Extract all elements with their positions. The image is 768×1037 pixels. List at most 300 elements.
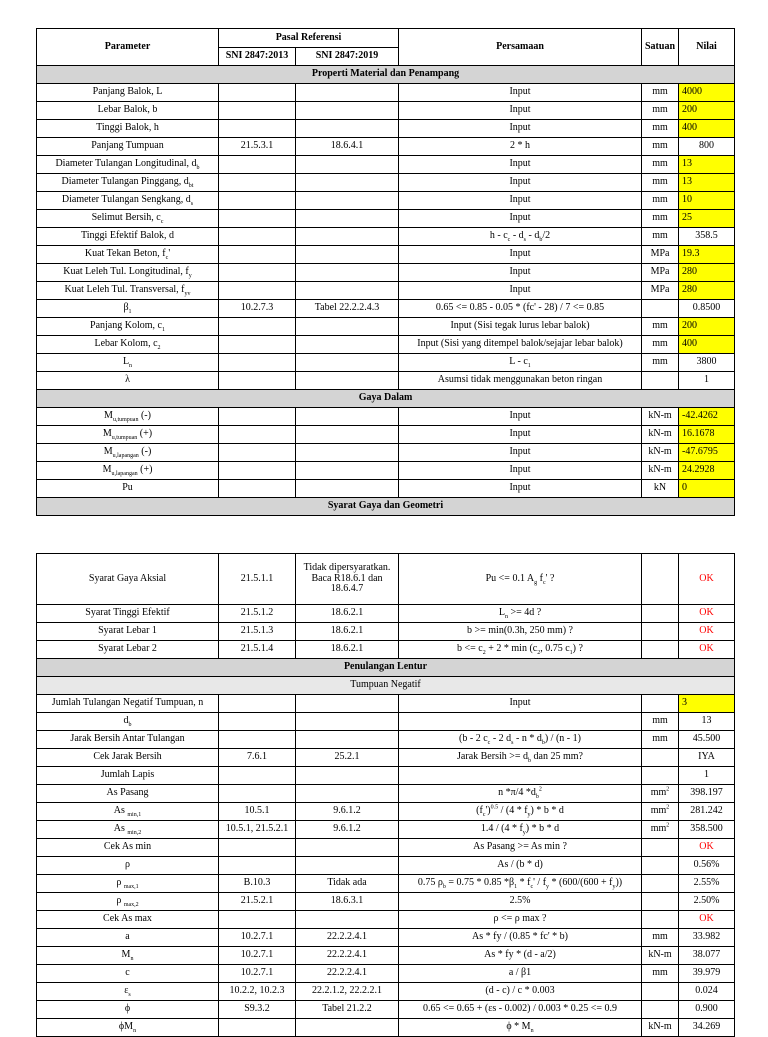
cell-sni2019 [296,354,399,372]
cell-persamaan: L - $c_1$ [399,354,642,372]
cell-sni2013 [219,246,296,264]
cell-sni2013: 21.5.2.1 [219,893,296,911]
cell-sni2013 [219,695,296,713]
cell-persamaan: Input (Sisi yang ditempel balok/sejajar lebar balok) [399,336,642,354]
cell-parameter: Pu [37,480,219,498]
cell-sni2013 [219,156,296,174]
table-row [37,875,735,893]
cell-satuan: kN-m [642,947,679,965]
cell-parameter: λ [37,372,219,390]
cell-parameter: Selimut Bersih, $c_c$ [37,210,219,228]
cell-persamaan: Input [399,192,642,210]
cell-nilai[interactable]: 400 [679,120,735,138]
cell-nilai: 358.500 [679,821,735,839]
cell-sni2019: Tabel 21.2.2 [296,1001,399,1019]
cell-satuan: mm [642,318,679,336]
table-row [37,228,735,246]
cell-persamaan: As * fy * (d - a/2) [399,947,642,965]
subsection-tumpuan-negatif [37,677,735,695]
cell-sni2013 [219,480,296,498]
cell-satuan: $mm^2$ [642,821,679,839]
cell-satuan: mm [642,174,679,192]
cell-sni2013 [219,354,296,372]
cell-parameter: As $_{min,2}$ [37,821,219,839]
cell-parameter: As $_{min,1}$ [37,803,219,821]
cell-satuan: $mm^2$ [642,803,679,821]
cell-parameter: Panjang Balok, L [37,84,219,102]
table-row [37,426,735,444]
cell-parameter: Kuat Tekan Beton, $f_c'$ [37,246,219,264]
cell-nilai: OK [679,623,735,641]
cell-sni2013: 21.5.3.1 [219,138,296,156]
cell-sni2019: Tabel 22.2.2.4.3 [296,300,399,318]
cell-persamaan: 0.65 <= 0.85 - 0.05 * (fc' - 28) / 7 <= 0.85 [399,300,642,318]
cell-persamaan [399,767,642,785]
table-row [37,713,735,731]
cell-parameter: $\phi M_n$ [37,1019,219,1037]
cell-persamaan: $1.4 / (4 * f_y)$ * b * d [399,821,642,839]
cell-nilai: OK [679,605,735,623]
table-row [37,785,735,803]
cell-sni2019: 18.6.2.1 [296,623,399,641]
cell-nilai: OK [679,839,735,857]
cell-parameter: $M_{u,lapangan}$ (-) [37,444,219,462]
cell-nilai[interactable]: 4000 [679,84,735,102]
cell-satuan [642,911,679,929]
cell-sni2019 [296,444,399,462]
cell-nilai: 1 [679,767,735,785]
cell-persamaan: As Pasang >= As min ? [399,839,642,857]
cell-satuan [642,1001,679,1019]
cell-parameter: Cek As max [37,911,219,929]
cell-sni2019: 18.6.2.1 [296,641,399,659]
cell-sni2019 [296,713,399,731]
cell-sni2013: 10.5.1 [219,803,296,821]
cell-parameter: $M_{u,tumpuan}$ (-) [37,408,219,426]
cell-parameter: $L_n$ [37,354,219,372]
cell-nilai: OK [679,641,735,659]
cell-satuan: MPa [642,264,679,282]
cell-nilai: 398.197 [679,785,735,803]
cell-nilai[interactable]: 200 [679,318,735,336]
header-pasal-referensi: Pasal Referensi [219,29,399,48]
cell-sni2013 [219,444,296,462]
table-row [37,462,735,480]
table-row [37,605,735,623]
cell-sni2019 [296,264,399,282]
cell-sni2013 [219,120,296,138]
cell-persamaan: Input [399,210,642,228]
cell-persamaan: 0.65 <= 0.65 + (εs - 0.002) / 0.003 * 0.25 <= 0.9 [399,1001,642,1019]
cell-satuan: mm [642,228,679,246]
table-properti [36,28,735,516]
cell-sni2013 [219,228,296,246]
cell-sni2019 [296,174,399,192]
cell-sni2013: S9.3.2 [219,1001,296,1019]
cell-persamaan: h - $c_c - d_s - d_b/2$ [399,228,642,246]
cell-sni2013 [219,174,296,192]
cell-persamaan: Input [399,156,642,174]
cell-parameter: Syarat Lebar 2 [37,641,219,659]
cell-persamaan: Input [399,282,642,300]
cell-sni2019 [296,731,399,749]
table-row [37,102,735,120]
cell-sni2019: 18.6.2.1 [296,605,399,623]
cell-parameter: Tinggi Balok, h [37,120,219,138]
cell-persamaan: (d - c) / c * 0.003 [399,983,642,1001]
cell-sni2013: B.10.3 [219,875,296,893]
header-satuan: Satuan [642,29,679,66]
cell-persamaan: Input [399,695,642,713]
cell-satuan: mm [642,731,679,749]
cell-sni2019: Tidak dipersyaratkan. Baca R18.6.1 dan 18.6.4.7 [296,554,399,605]
table-row [37,156,735,174]
cell-parameter: Cek As min [37,839,219,857]
table-row [37,911,735,929]
cell-sni2013: 21.5.1.4 [219,641,296,659]
table-row [37,1001,735,1019]
cell-persamaan: ρ <= ρ max ? [399,911,642,929]
cell-satuan [642,641,679,659]
cell-nilai: 358.5 [679,228,735,246]
table-row [37,857,735,875]
cell-persamaan: Input [399,426,642,444]
cell-sni2019: 9.6.1.2 [296,821,399,839]
cell-persamaan: $b <= c_2 + 2 * \min (c_2$, 0.75 $c_1$) ? [399,641,642,659]
cell-satuan [642,857,679,875]
cell-parameter: ρ $_{max,1}$ [37,875,219,893]
cell-nilai[interactable]: -47.6795 [679,444,735,462]
cell-nilai[interactable]: 10 [679,192,735,210]
table-row [37,300,735,318]
table-row [37,965,735,983]
cell-persamaan: Input [399,120,642,138]
cell-nilai: OK [679,554,735,605]
cell-nilai: 3800 [679,354,735,372]
cell-persamaan: 0.75 $\rho_b = 0.75 * 0.85$ $*\beta_1 * f_c' / f_y * (600/(600 + f_y))$ [399,875,642,893]
cell-nilai: 0.024 [679,983,735,1001]
cell-satuan: MPa [642,282,679,300]
cell-sni2013: 21.5.1.1 [219,554,296,605]
cell-nilai: 0.56% [679,857,735,875]
cell-satuan [642,839,679,857]
cell-sni2019 [296,839,399,857]
cell-sni2013: 10.2.7.3 [219,300,296,318]
table-row [37,839,735,857]
table-row [37,821,735,839]
cell-sni2019 [296,785,399,803]
cell-sni2013 [219,192,296,210]
cell-parameter: As Pasang [37,785,219,803]
table-row [37,623,735,641]
cell-persamaan: Input [399,174,642,192]
cell-satuan: kN-m [642,462,679,480]
subsection-tumpuan-negatif-label: Tumpuan Negatif [37,677,735,695]
cell-sni2013 [219,767,296,785]
cell-parameter: $M_{u,tumpuan}$ (+) [37,426,219,444]
cell-satuan: kN [642,480,679,498]
cell-satuan [642,749,679,767]
cell-nilai[interactable]: 0 [679,480,735,498]
cell-sni2013: 10.2.2, 10.2.3 [219,983,296,1001]
cell-satuan: mm [642,120,679,138]
cell-satuan [642,983,679,1001]
table-row [37,731,735,749]
cell-satuan: kN-m [642,444,679,462]
table-row [37,1019,735,1037]
cell-sni2013 [219,713,296,731]
cell-persamaan: ϕ * $M_n$ [399,1019,642,1037]
cell-sni2019 [296,857,399,875]
cell-satuan: mm [642,192,679,210]
cell-persamaan: Input [399,264,642,282]
cell-parameter: Jumlah Lapis [37,767,219,785]
cell-nilai[interactable]: 13 [679,156,735,174]
cell-nilai[interactable]: 19.3 [679,246,735,264]
cell-persamaan: a / β1 [399,965,642,983]
table-row [37,767,735,785]
cell-sni2013 [219,84,296,102]
cell-nilai: 281.242 [679,803,735,821]
cell-sni2019: 9.6.1.2 [296,803,399,821]
cell-nilai: 2.55% [679,875,735,893]
cell-persamaan: Input [399,102,642,120]
cell-sni2019 [296,462,399,480]
cell-satuan: kN-m [642,426,679,444]
cell-persamaan [399,713,642,731]
cell-sni2019 [296,336,399,354]
cell-nilai[interactable]: -42.4262 [679,408,735,426]
cell-persamaan: $L_n >= 4d$ ? [399,605,642,623]
header-sni2013: SNI 2847:2013 [219,47,296,66]
cell-sni2013: 21.5.1.3 [219,623,296,641]
cell-nilai: 0.8500 [679,300,735,318]
cell-persamaan: Input [399,246,642,264]
cell-nilai: 13 [679,713,735,731]
cell-parameter: $M_{u,lapangan}$ (+) [37,462,219,480]
cell-parameter: $M_n$ [37,947,219,965]
cell-persamaan: Pu <= 0.1 $A_g$ $f_c'$ ? [399,554,642,605]
cell-satuan [642,893,679,911]
table-row [37,803,735,821]
cell-sni2013 [219,731,296,749]
table-row [37,336,735,354]
cell-nilai: 800 [679,138,735,156]
cell-nilai[interactable]: 280 [679,264,735,282]
cell-sni2013 [219,372,296,390]
cell-sni2013 [219,857,296,875]
cell-parameter: $\varepsilon_s$ [37,983,219,1001]
table-row [37,210,735,228]
cell-satuan [642,372,679,390]
table-row [37,947,735,965]
cell-sni2019 [296,408,399,426]
table-row [37,192,735,210]
cell-parameter: Jumlah Tulangan Negatif Tumpuan, n [37,695,219,713]
cell-sni2019: 18.6.4.1 [296,138,399,156]
cell-sni2013 [219,282,296,300]
cell-nilai[interactable]: 400 [679,336,735,354]
cell-sni2013 [219,210,296,228]
cell-satuan: mm [642,336,679,354]
cell-sni2019 [296,120,399,138]
cell-satuan [642,300,679,318]
cell-nilai[interactable]: 16.1678 [679,426,735,444]
cell-sni2013 [219,336,296,354]
table-row [37,354,735,372]
cell-sni2019 [296,84,399,102]
cell-persamaan: Asumsi tidak menggunakan beton ringan [399,372,642,390]
table-row [37,282,735,300]
cell-nilai[interactable]: 280 [679,282,735,300]
cell-parameter: ϕ [37,1001,219,1019]
section-gaya-dalam [37,390,735,408]
cell-parameter: Panjang Kolom, $c_1$ [37,318,219,336]
cell-parameter: Jarak Bersih Antar Tulangan [37,731,219,749]
table-row [37,929,735,947]
cell-parameter: Cek Jarak Bersih [37,749,219,767]
cell-persamaan: Input [399,84,642,102]
cell-nilai[interactable]: 25 [679,210,735,228]
cell-sni2019 [296,318,399,336]
cell-persamaan: 2 * h [399,138,642,156]
cell-sni2013 [219,318,296,336]
cell-persamaan: Input [399,462,642,480]
cell-parameter: Kuat Leleh Tul. Transversal, $f_{yv}$ [37,282,219,300]
table-row [37,84,735,102]
table-row [37,983,735,1001]
cell-sni2019 [296,426,399,444]
cell-satuan [642,623,679,641]
table-row [37,264,735,282]
cell-nilai: IYA [679,749,735,767]
cell-sni2019: 22.2.2.4.1 [296,947,399,965]
cell-sni2013: 7.6.1 [219,749,296,767]
cell-sni2013: 10.5.1, 21.5.2.1 [219,821,296,839]
table-row [37,893,735,911]
cell-nilai: 2.50% [679,893,735,911]
cell-persamaan: As * fy / (0.85 * fc' * b) [399,929,642,947]
cell-nilai: 38.077 [679,947,735,965]
cell-sni2013: 10.2.7.1 [219,947,296,965]
cell-sni2013 [219,426,296,444]
cell-sni2013 [219,1019,296,1037]
cell-sni2019 [296,911,399,929]
cell-satuan [642,605,679,623]
cell-satuan: mm [642,210,679,228]
cell-parameter: Syarat Tinggi Efektif [37,605,219,623]
table-penulangan [36,553,735,1037]
cell-sni2013 [219,911,296,929]
cell-sni2019 [296,372,399,390]
cell-sni2013 [219,785,296,803]
cell-nilai[interactable]: 24.2928 [679,462,735,480]
cell-sni2019 [296,156,399,174]
cell-sni2013 [219,408,296,426]
cell-sni2019: 22.2.2.4.1 [296,965,399,983]
section-syarat [37,498,735,516]
header-persamaan: Persamaan [399,29,642,66]
table-row [37,641,735,659]
cell-satuan [642,767,679,785]
cell-satuan: mm [642,156,679,174]
cell-satuan [642,695,679,713]
cell-sni2019 [296,192,399,210]
cell-persamaan: Input (Sisi tegak lurus lebar balok) [399,318,642,336]
table-row [37,480,735,498]
cell-persamaan: Jarak Bersih >= $d_b$ dan 25 mm? [399,749,642,767]
table-row [37,138,735,156]
cell-satuan [642,875,679,893]
cell-nilai[interactable]: 13 [679,174,735,192]
cell-parameter: $\beta_1$ [37,300,219,318]
cell-sni2013: 21.5.1.2 [219,605,296,623]
section-gaya-dalam-label: Gaya Dalam [37,390,735,408]
cell-parameter: ρ $_{max,2}$ [37,893,219,911]
cell-persamaan: Input [399,480,642,498]
cell-sni2019 [296,102,399,120]
cell-satuan: mm [642,965,679,983]
cell-parameter: a [37,929,219,947]
table-row [37,174,735,192]
cell-parameter: $d_b$ [37,713,219,731]
cell-satuan: mm [642,84,679,102]
cell-nilai[interactable]: 200 [679,102,735,120]
cell-persamaan: b >= min(0.3h, 250 mm) ? [399,623,642,641]
cell-satuan: mm [642,354,679,372]
cell-sni2019 [296,210,399,228]
cell-sni2013 [219,264,296,282]
cell-satuan: kN-m [642,1019,679,1037]
table-row [37,246,735,264]
cell-sni2019 [296,228,399,246]
cell-sni2019 [296,767,399,785]
cell-sni2019 [296,246,399,264]
cell-satuan: mm [642,138,679,156]
cell-parameter: ρ [37,857,219,875]
cell-persamaan: $(f_c')^{0.5} / (4 * f_y)$ * b * d [399,803,642,821]
cell-parameter: Panjang Tumpuan [37,138,219,156]
cell-satuan [642,554,679,605]
cell-persamaan: Input [399,444,642,462]
cell-parameter: Syarat Gaya Aksial [37,554,219,605]
cell-sni2013 [219,462,296,480]
cell-persamaan: n *π/4 $*d_b^2$ [399,785,642,803]
cell-satuan: kN-m [642,408,679,426]
cell-sni2019: 22.2.2.4.1 [296,929,399,947]
table-row [37,749,735,767]
cell-sni2013 [219,839,296,857]
cell-persamaan: 2.5% [399,893,642,911]
cell-satuan: $mm^2$ [642,785,679,803]
cell-sni2019: 25.2.1 [296,749,399,767]
cell-satuan: mm [642,929,679,947]
table-row [37,318,735,336]
cell-nilai: 0.900 [679,1001,735,1019]
section-material-label: Properti Material dan Penampang [37,66,735,84]
cell-sni2013 [219,102,296,120]
cell-sni2013: 10.2.7.1 [219,965,296,983]
section-penulangan-lentur-label: Penulangan Lentur [37,659,735,677]
section-penulangan-lentur [37,659,735,677]
cell-sni2019: Tidak ada [296,875,399,893]
table-row [37,408,735,426]
table-row [37,554,735,605]
cell-sni2019 [296,282,399,300]
cell-parameter: Tinggi Efektif Balok, d [37,228,219,246]
cell-persamaan: Input [399,408,642,426]
cell-nilai[interactable]: 3 [679,695,735,713]
